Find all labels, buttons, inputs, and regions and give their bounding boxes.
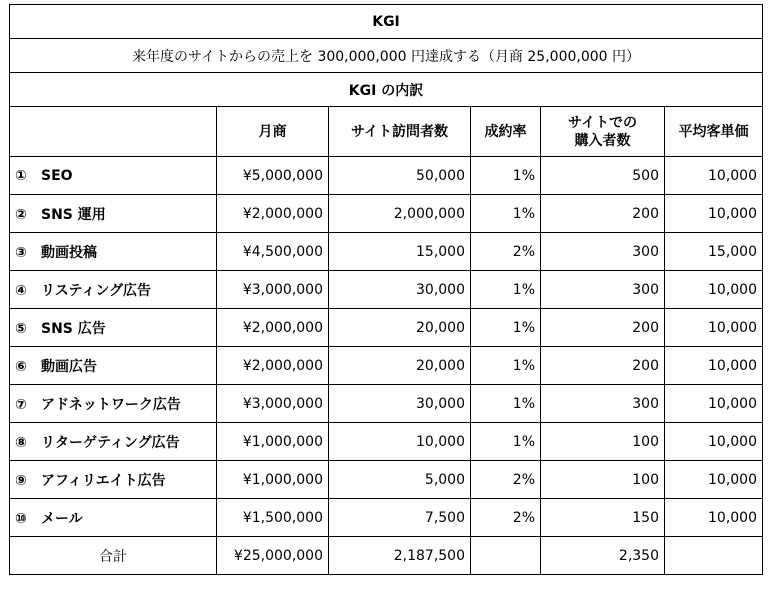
- header-channel: [10, 107, 217, 157]
- channel-cell: [10, 347, 217, 385]
- rate-cell: 1%: [471, 195, 541, 233]
- monthly-cell: ¥4,500,000: [217, 233, 329, 271]
- channel-name: アフィリエイト広告: [41, 472, 166, 489]
- header-monthly: 月商: [217, 107, 329, 157]
- rate-cell: 1%: [471, 309, 541, 347]
- visitors-cell: 5,000: [329, 461, 471, 499]
- row-number: ④: [15, 282, 27, 299]
- table-row: [10, 423, 763, 461]
- channel-cell: [10, 423, 217, 461]
- table-row: [10, 195, 763, 233]
- buyers-cell: 300: [541, 385, 665, 423]
- monthly-cell: ¥1,000,000: [217, 461, 329, 499]
- channel-name: アドネットワーク広告: [41, 396, 181, 413]
- kgi-table: [9, 4, 763, 575]
- channel-name: 動画広告: [41, 358, 97, 375]
- rate-cell: 2%: [471, 461, 541, 499]
- header-buyers: [541, 107, 665, 157]
- visitors-cell: 7,500: [329, 499, 471, 537]
- monthly-cell: ¥2,000,000: [217, 347, 329, 385]
- rate-cell: 2%: [471, 499, 541, 537]
- visitors-cell: 20,000: [329, 347, 471, 385]
- row-number: ⑧: [15, 434, 27, 451]
- rate-cell: 2%: [471, 233, 541, 271]
- table-row: [10, 499, 763, 537]
- breakdown-title: KGI の内訳: [10, 73, 763, 107]
- channel-name: 動画投稿: [41, 244, 97, 261]
- buyers-cell: 100: [541, 461, 665, 499]
- table-row: [10, 233, 763, 271]
- table-row: [10, 461, 763, 499]
- table-row: [10, 347, 763, 385]
- buyers-cell: 300: [541, 233, 665, 271]
- channel-name: SEO: [41, 167, 73, 184]
- total-monthly: ¥25,000,000: [217, 537, 329, 575]
- channel-name: リスティング広告: [41, 282, 152, 299]
- monthly-cell: ¥1,500,000: [217, 499, 329, 537]
- avg-cell: 15,000: [665, 233, 763, 271]
- channel-name: SNS 広告: [41, 320, 106, 337]
- visitors-cell: 10,000: [329, 423, 471, 461]
- table-row: [10, 157, 763, 195]
- buyers-cell: 500: [541, 157, 665, 195]
- visitors-cell: 2,000,000: [329, 195, 471, 233]
- channel-name: SNS 運用: [41, 206, 106, 223]
- rate-cell: 1%: [471, 423, 541, 461]
- avg-cell: 10,000: [665, 195, 763, 233]
- header-row: [10, 107, 763, 157]
- header-rate: 成約率: [471, 107, 541, 157]
- avg-cell: 10,000: [665, 309, 763, 347]
- total-avg: [665, 537, 763, 575]
- monthly-cell: ¥3,000,000: [217, 271, 329, 309]
- rate-cell: 1%: [471, 385, 541, 423]
- channel-cell: [10, 461, 217, 499]
- monthly-cell: ¥2,000,000: [217, 195, 329, 233]
- monthly-cell: ¥3,000,000: [217, 385, 329, 423]
- buyers-cell: 150: [541, 499, 665, 537]
- table-row: [10, 309, 763, 347]
- header-avg: 平均客単価: [665, 107, 763, 157]
- row-number: ①: [15, 167, 27, 184]
- row-number: ③: [15, 244, 27, 261]
- channel-cell: [10, 309, 217, 347]
- table-title: KGI: [10, 5, 763, 39]
- total-row: [10, 537, 763, 575]
- row-number: ⑦: [15, 396, 27, 413]
- table-row: [10, 385, 763, 423]
- avg-cell: 10,000: [665, 423, 763, 461]
- rate-cell: 1%: [471, 157, 541, 195]
- row-number: ⑩: [15, 510, 27, 527]
- row-number: ⑨: [15, 472, 27, 489]
- buyers-cell: 200: [541, 309, 665, 347]
- channel-cell: [10, 233, 217, 271]
- total-label: 合計: [10, 537, 217, 575]
- channel-name: リターゲティング広告: [41, 434, 180, 451]
- avg-cell: 10,000: [665, 461, 763, 499]
- channel-cell: [10, 157, 217, 195]
- visitors-cell: 30,000: [329, 385, 471, 423]
- table-row: [10, 271, 763, 309]
- header-buyers-line1: サイトでの: [567, 114, 638, 131]
- channel-cell: [10, 271, 217, 309]
- rate-cell: 1%: [471, 347, 541, 385]
- header-buyers-line2: 購入者数: [574, 132, 631, 149]
- buyers-cell: 100: [541, 423, 665, 461]
- header-visitors: サイト訪問者数: [329, 107, 471, 157]
- goal-text: 来年度のサイトからの売上を 300,000,000 円達成する（月商 25,000,000 円）: [10, 39, 763, 73]
- visitors-cell: 50,000: [329, 157, 471, 195]
- avg-cell: 10,000: [665, 499, 763, 537]
- monthly-cell: ¥2,000,000: [217, 309, 329, 347]
- total-buyers: 2,350: [541, 537, 665, 575]
- channel-name: メール: [41, 510, 83, 527]
- channel-cell: [10, 499, 217, 537]
- total-rate: [471, 537, 541, 575]
- buyers-cell: 300: [541, 271, 665, 309]
- visitors-cell: 20,000: [329, 309, 471, 347]
- visitors-cell: 15,000: [329, 233, 471, 271]
- avg-cell: 10,000: [665, 347, 763, 385]
- buyers-cell: 200: [541, 347, 665, 385]
- title-row: [10, 5, 763, 39]
- goal-row: [10, 39, 763, 73]
- avg-cell: 10,000: [665, 385, 763, 423]
- row-number: ⑤: [15, 320, 27, 337]
- monthly-cell: ¥5,000,000: [217, 157, 329, 195]
- avg-cell: 10,000: [665, 157, 763, 195]
- rate-cell: 1%: [471, 271, 541, 309]
- avg-cell: 10,000: [665, 271, 763, 309]
- monthly-cell: ¥1,000,000: [217, 423, 329, 461]
- total-visitors: 2,187,500: [329, 537, 471, 575]
- breakdown-row: [10, 73, 763, 107]
- visitors-cell: 30,000: [329, 271, 471, 309]
- buyers-cell: 200: [541, 195, 665, 233]
- row-number: ⑥: [15, 358, 27, 375]
- channel-cell: [10, 195, 217, 233]
- channel-cell: [10, 385, 217, 423]
- row-number: ②: [15, 206, 27, 223]
